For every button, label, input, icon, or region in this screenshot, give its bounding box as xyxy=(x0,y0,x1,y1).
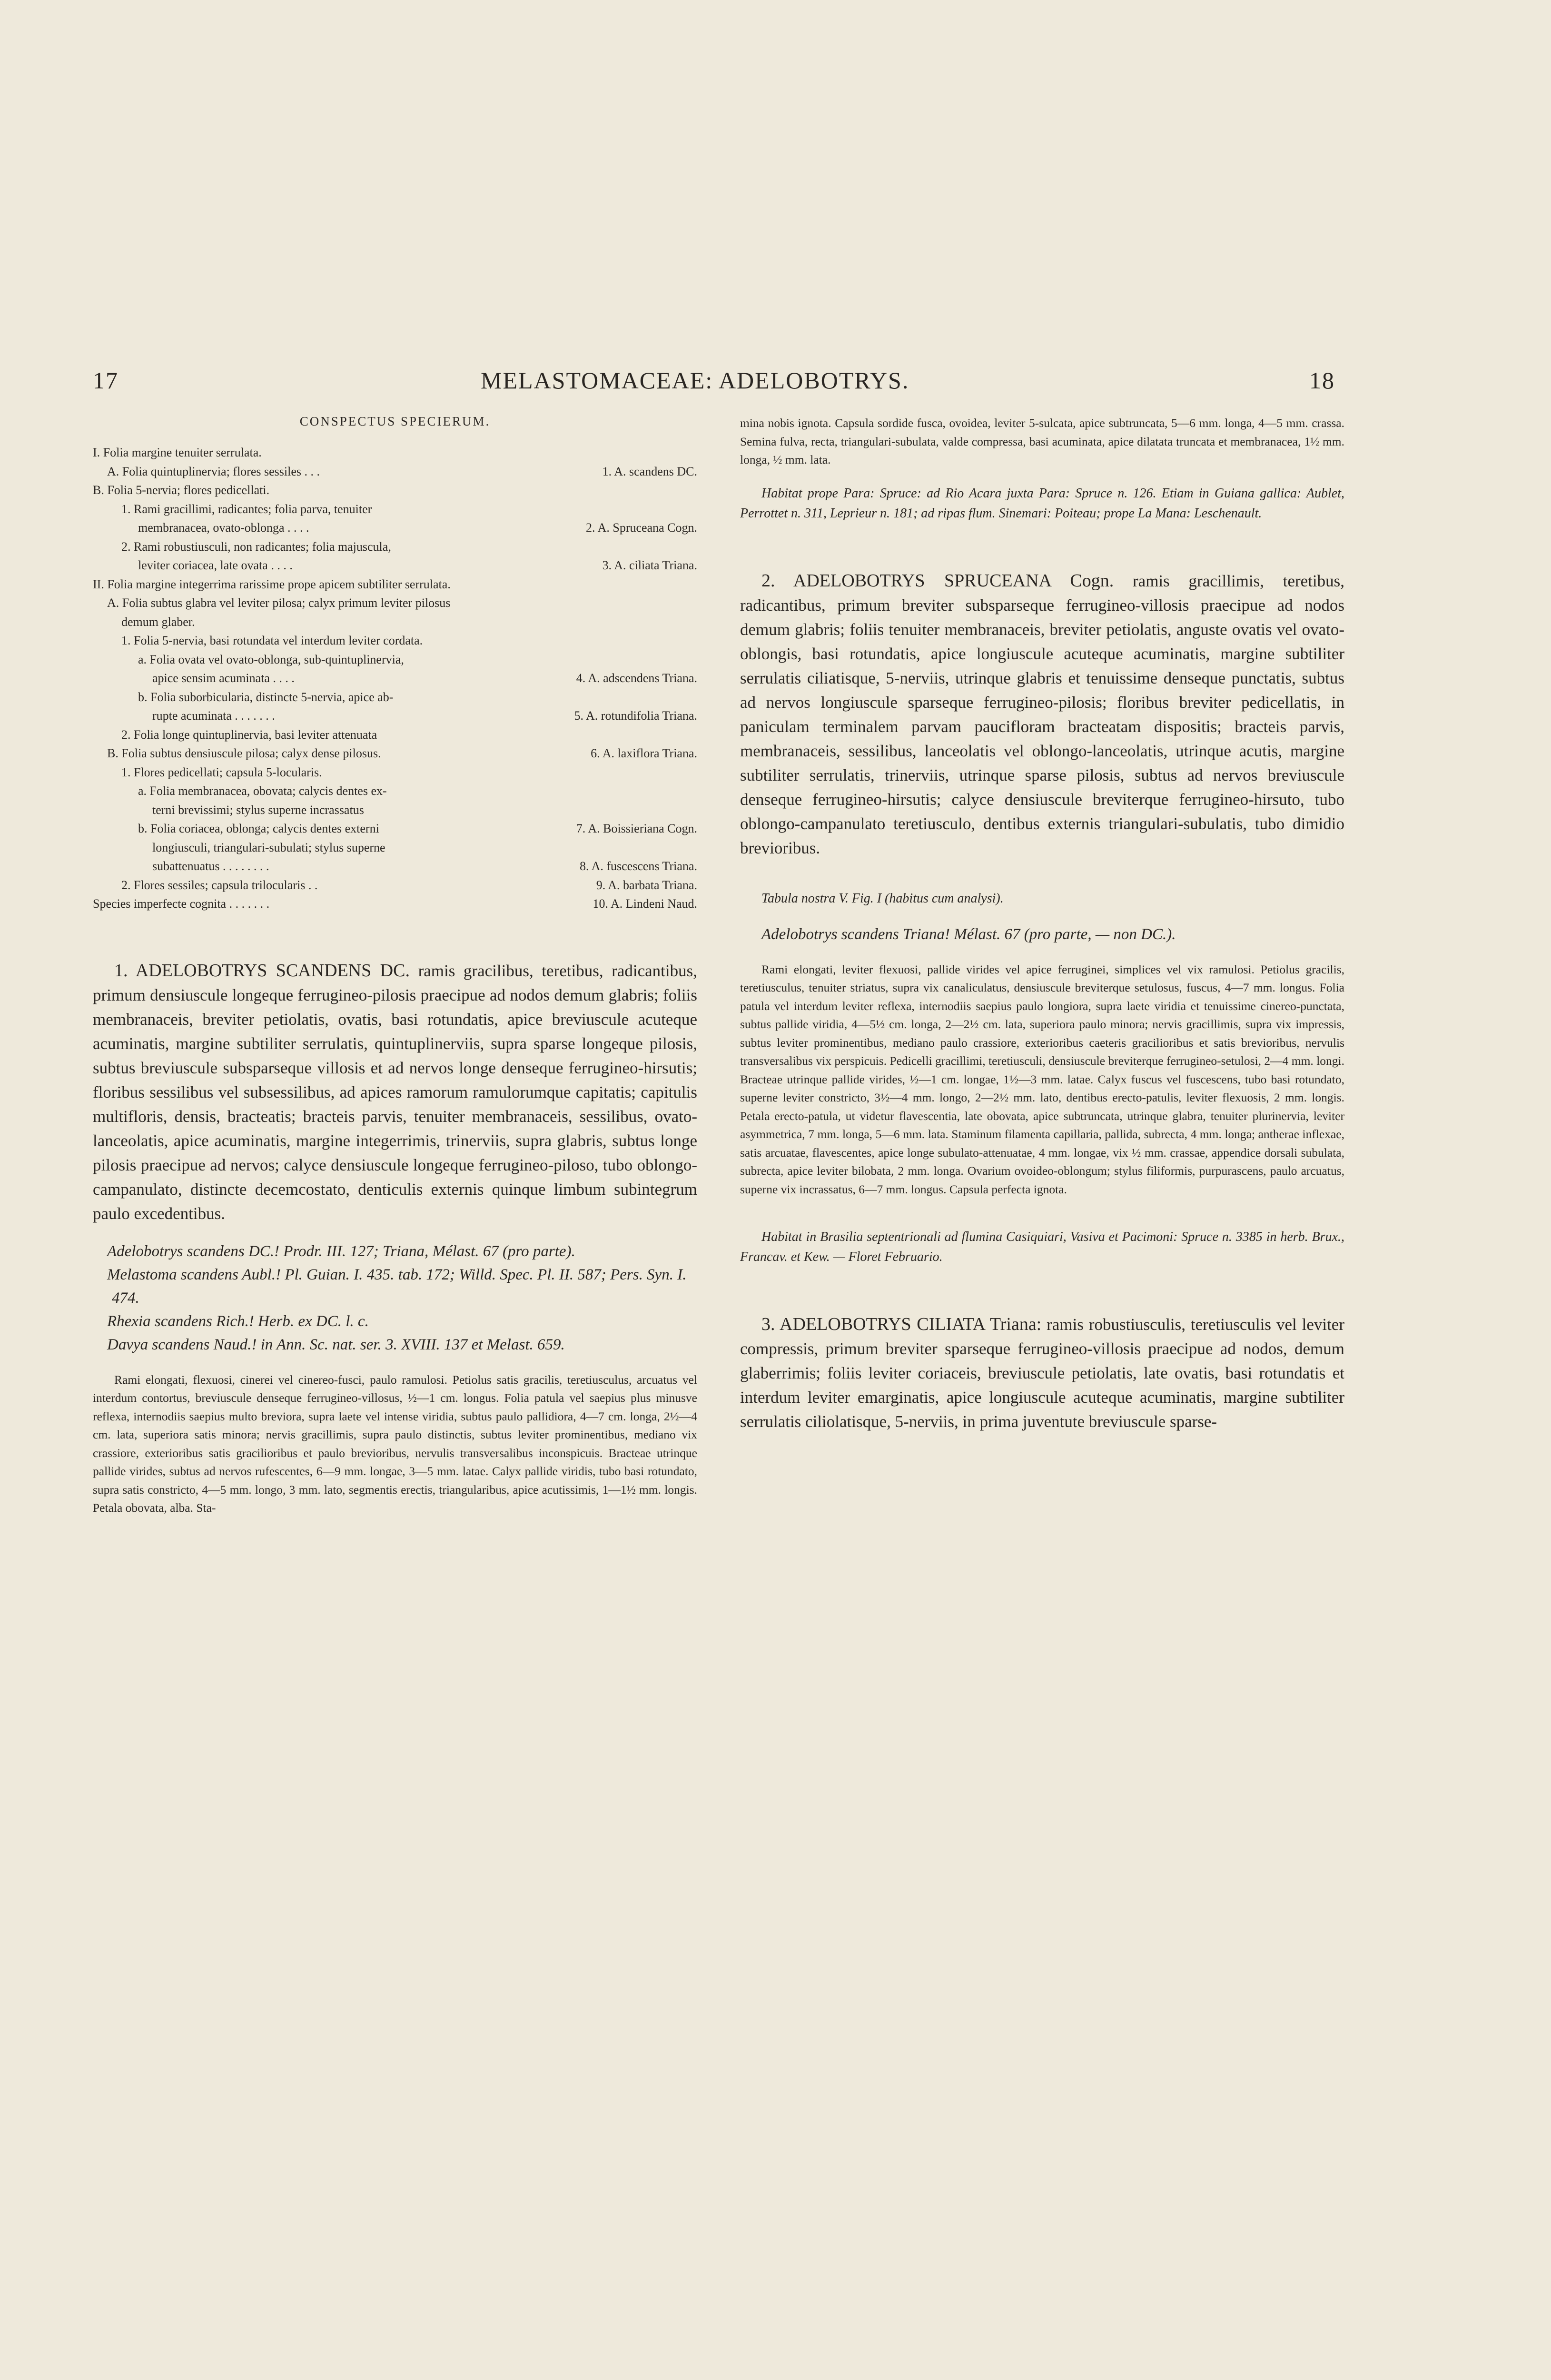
conspectus-line xyxy=(93,537,697,556)
species-3-description xyxy=(740,1312,1344,1434)
conspectus-line xyxy=(93,801,697,820)
conspectus-text: A. Folia subtus glabra vel leviter pilosa; calyx primum leviter pilosus xyxy=(107,596,451,610)
synonym-line: Rhexia scandens Rich.! Herb. ex DC. l. c. xyxy=(107,1312,369,1330)
conspectus-text: B. Folia 5-nervia; flores pedicellati. xyxy=(93,483,270,497)
conspectus-line xyxy=(93,725,697,744)
running-title: MELASTOMACEAE: ADELOBOTRYS. xyxy=(481,367,909,394)
conspectus-line xyxy=(93,613,697,632)
conspectus-text: rupte acuminata . . . . . . . xyxy=(152,709,275,723)
conspectus-text: longiusculi, triangulari-subulati; stylus superne xyxy=(152,840,385,854)
conspectus-text: 1. Folia 5-nervia, basi rotundata vel interdum leviter cordata. xyxy=(121,634,423,647)
right-column xyxy=(740,414,1344,2328)
conspectus-line xyxy=(93,500,697,519)
species-2-detail: Rami elongati, leviter flexuosi, pallide virides vel apice ferruginei, simplices vel vix ramulosi. Petiolus gracilis, teretiusculus, tenuiter striatus, supra vix canaliculatus, densiuscule breviterque setulosus, fuscus, 4—7 mm. longus. Folia patula vel interdum leviter reflexa, internodiis saepius paulo longiora, supra laete viridia et tenuissime cinereo-punctata, subtus pallide viridia, 4—5½ cm. longa, 2—2½ cm. lata, superiora paulo minora; nervis gracillimis, supra vix impressis, subtus leviter prominentibus, mediano paulo crassiore, exterioribus caeteris gracilioribus et satis brevioribus, nervulis transversalibus vix perspicuis. Pedicelli gracillimi, teretiusculi, densiuscule breviterque ferrugineo-setulosi, 2—4 mm. longi. Bracteae utrinque pallide virides, ½—1 cm. longae, 1½—3 mm. latae. Calyx fuscus vel fuscescens, tubo basi rotundato, superne leviter constricto, 3½—4 mm. longo, 2—2½ mm. lato, dentibus erecto-patulis, leviter flexuosis, 2 mm. longis. Petala erecto-patula, ut videtur flavescentia, late obovata, apice subtruncata, utrinque glabra, tenuiter plurinervia, leviter asymmetrica, 7 mm. longa, 5—6 mm. lata. Staminum filamenta capillaria, pallida, subrecta, 4 mm. longa; antherae inflexae, satis arcuatae, flavescentes, apice longe subulato-attenuatae, 4 mm. longae, vix ½ mm. crassae, appendice dorsali subulata, subrecta, apice leviter bilobata, 2 mm. longa. Ovarium ovoideo-oblongum; stylus filiformis, purpurascens, paulo arcuatus, superne vix incrassatus, 6—7 mm. longus. Capsula perfecta ignota. xyxy=(740,962,1344,1196)
plate-reference: Tabula nostra V. Fig. I (habitus cum analysi). xyxy=(761,891,1004,906)
conspectus-species: 7. A. Boissieriana Cogn. xyxy=(576,822,697,835)
conspectus-text: apice sensim acuminata . . . . xyxy=(152,671,295,685)
page-number-left: 17 xyxy=(93,367,119,394)
species-1-detail-continued: mina nobis ignota. Capsula sordide fusca, ovoidea, leviter 5-sulcata, apice subtruncata, 5—6 mm. longa, 4—5 mm. crassa. Semina fulva, recta, triangulari-subulata, valde compressa, basi acuminata, apice dilatata truncata et membranacea, 1½ mm. longa, ½ mm. lata. xyxy=(740,416,1344,466)
species-1-description xyxy=(93,959,697,1226)
species-3-heading: 3. ADELOBOTRYS CILIATA Triana: xyxy=(761,1314,1042,1334)
species-3-body: ramis robustiusculis, teretiusculis vel leviter compressis, primum breviter sparseque ferrugineo-villosis praecipue ad nodos, demum glaberrimis; foliis leviter coriaceis, breviuscule petiolatis, late ovatis, basi rotundatis et interdum leviter emarginatis, apice longiuscule acuteque acuminatis, margine subtiliter serrulatis ciliolatisque, 5-nerviis, in prima juventute breviuscule sparse- xyxy=(740,1315,1344,1431)
synonym-line: Adelobotrys scandens DC.! Prodr. III. 127; Triana, Mélast. 67 (pro parte). xyxy=(107,1242,575,1260)
conspectus-line xyxy=(93,462,697,481)
running-header xyxy=(93,367,1335,400)
conspectus-line xyxy=(93,594,697,613)
conspectus-species: 8. A. fuscescens Triana. xyxy=(580,859,697,873)
conspectus-species: 10. A. Lindeni Naud. xyxy=(593,897,697,911)
conspectus-line xyxy=(93,443,697,462)
conspectus-line xyxy=(93,894,697,913)
conspectus-line xyxy=(93,744,697,763)
species-2-synonym: Adelobotrys scandens Triana! Mélast. 67 (pro parte, — non DC.). xyxy=(761,925,1176,943)
conspectus-text: II. Folia margine integerrima rarissime prope apicem subtiliter serrulata. xyxy=(93,577,451,591)
conspectus-text: 2. Rami robustiusculi, non radicantes; folia majuscula, xyxy=(121,539,391,554)
conspectus-text: b. Folia coriacea, oblonga; calycis dentes externi xyxy=(138,822,379,835)
conspectus-species: 1. A. scandens DC. xyxy=(602,464,697,478)
conspectus-species: 2. A. Spruceana Cogn. xyxy=(586,521,697,535)
species-1-synonyms xyxy=(93,1240,697,1357)
conspectus-text: terni brevissimi; stylus superne incrassatus xyxy=(152,803,364,817)
conspectus-species: 5. A. rotundifolia Triana. xyxy=(574,709,697,723)
conspectus-line xyxy=(93,575,697,594)
conspectus-line xyxy=(93,650,697,669)
conspectus-line xyxy=(93,838,697,857)
left-column xyxy=(93,414,697,2328)
species-1-body: ramis gracilibus, teretibus, radicantibus, primum densiuscule longeque ferrugineo-pilosis praecipue ad nodos demum glabris; foliis membranaceis, breviter petiolatis, ovatis, basi rotundatis, apice breviuscule acuteque acuminatis, margine subtiliter serrulatis, quintuplinerviis, supra sparse longeque pilosis, subtus breviuscule subsparseque villosis et ad nervos longe denseque ferrugineo-hirsutis; floribus sessilibus vel subsessilibus, ad apices ramorum ramulorumque capitatis; capitulis multifloris, densis, bracteatis; bracteis parvis, tenuiter membranaceis, sessilibus, ovato-lanceolatis, apice acuminatis, margine integerrimis, trinerviis, supra glabris, subtus longe pilosis praecipue ad nervos; calyce densiuscule longeque ferrugineo-piloso, tubo oblongo-campanulato, distincte decemcostato, denticulis externis quinque limbum subintegrum paulo excedentibus. xyxy=(93,961,697,1223)
species-1-heading: 1. ADELOBOTRYS SCANDENS DC. xyxy=(114,960,410,981)
page-number-right: 18 xyxy=(1309,367,1335,394)
conspectus-line xyxy=(93,763,697,782)
conspectus-line xyxy=(93,688,697,707)
species-1-detail: Rami elongati, flexuosi, cinerei vel cinereo-fusci, paulo ramulosi. Petiolus satis gracilis, teretiusculus, arcuatus vel interdum contortus, breviuscule denseque ferrugineo-villosus, ½—1 cm. longus. Folia patula vel saepius plus minusve reflexa, internodiis saepius multo breviora, supra laete vel intense viridia, subtus paulo pallidiora, 4—7 cm. longa, 2½—4 cm. lata, superiora satis minora; nervis gracillimis, supra paulo distinctis, subtus leviter prominentibus, mediano vix crassiore, exterioribus satis gracilioribus et paulo brevioribus, nervulis transversalibus inconspicuis. Bracteae utrinque pallide virides, subtus ad nervos rufescentes, 6—9 mm. longae, 3—5 mm. latae. Calyx pallide viridis, tubo basi rotundato, supra satis constricto, 4—5 mm. longo, 3 mm. lato, segmentis erectis, triangularibus, apice acutissimis, 1—1½ mm. longis. Petala obovata, alba. Sta- xyxy=(93,1372,697,1515)
conspectus-text: b. Folia suborbicularia, distincte 5-nervia, apice ab- xyxy=(138,690,394,704)
conspectus-species: 3. A. ciliata Triana. xyxy=(602,558,697,572)
species-2-heading: 2. ADELOBOTRYS SPRUCEANA Cogn. xyxy=(761,570,1114,591)
conspectus-text: I. Folia margine tenuiter serrulata. xyxy=(93,446,262,459)
conspectus-species: 6. A. laxiflora Triana. xyxy=(591,746,697,760)
conspectus-text: 2. Flores sessiles; capsula trilocularis . . xyxy=(121,878,318,892)
conspectus-line xyxy=(93,669,697,688)
conspectus-text: 1. Flores pedicellati; capsula 5-locularis. xyxy=(121,765,322,779)
conspectus-line xyxy=(93,481,697,500)
synonym-line: Davya scandens Naud.! in Ann. Sc. nat. ser. 3. XVIII. 137 et Melast. 659. xyxy=(107,1336,565,1353)
conspectus-text: A. Folia quintuplinervia; flores sessiles . . . xyxy=(107,464,320,478)
species-2-description xyxy=(740,569,1344,860)
conspectus-line xyxy=(93,782,697,801)
conspectus-species: 9. A. barbata Triana. xyxy=(596,878,697,892)
conspectus-text: 1. Rami gracillimi, radicantes; folia parva, tenuiter xyxy=(121,502,372,516)
conspectus-line xyxy=(93,857,697,876)
species-1-habitat: Habitat prope Para: Spruce: ad Rio Acara juxta Para: Spruce n. 126. Etiam in Guiana gallica: Aublet, Perrottet n. 311, Leprieur n. 181; ad ripas flum. Sinemari: Poiteau; prope La Mana: Leschenault. xyxy=(740,486,1344,521)
conspectus-text: a. Folia ovata vel ovato-oblonga, sub-quintuplinervia, xyxy=(138,652,404,666)
conspectus-text: subattenuatus . . . . . . . . xyxy=(152,859,269,873)
conspectus-text: leviter coriacea, late ovata . . . . xyxy=(138,558,293,572)
synonym-line: Melastoma scandens Aubl.! Pl. Guian. I. 435. tab. 172; Willd. Spec. Pl. II. 587; Pers. Syn. I. 474. xyxy=(107,1266,687,1307)
conspectus-title: CONSPECTUS SPECIERUM. xyxy=(299,414,491,428)
conspectus-text: B. Folia subtus densiuscule pilosa; calyx dense pilosus. xyxy=(107,746,381,760)
conspectus-species: 4. A. adscendens Triana. xyxy=(576,671,697,685)
conspectus-line xyxy=(93,631,697,650)
species-2-body: ramis gracillimis, teretibus, radicantibus, primum breviter subsparseque ferrugineo-villosis praecipue ad nodos demum glabris; foliis tenuiter membranaceis, breviter petiolatis, anguste ovatis vel ovato-oblongis, basi rotundatis, apice longiuscule acuteque acuminatis, margine subtiliter serrulatis ciliatisque, 5-nerviis, utrinque glabris et tenuissime denseque punctatis, subtus ad nervos longiuscule sparseque ferrugineo-pilosis; floribus breviter pedicellatis, in paniculam terminalem parvam paucifloram bracteatam dispositis; bracteis parvis, membranaceis, sessilibus, lanceolatis vel oblongo-lanceolatis, utrinque acutis, margine subtiliter serrulatis, trinerviis, utrinque sparse pilosis, subtus ad nervos breviuscule denseque ferrugineo-hirsutis; calyce densiuscule breviterque ferrugineo-hirsuto, tubo oblongo-campanulato teretiusculo, dentibus externis triangulari-subulatis, tubo dimidio brevioribus. xyxy=(740,571,1344,857)
conspectus-line xyxy=(93,706,697,725)
conspectus-line xyxy=(93,518,697,537)
species-2-habitat: Habitat in Brasilia septentrionali ad flumina Casiquiari, Vasiva et Pacimoni: Spruce n. 3385 in herb. Brux., Francav. et Kew. — Floret Februario. xyxy=(740,1230,1344,1264)
conspectus-line xyxy=(93,876,697,895)
conspectus-text: Species imperfecte cognita . . . . . . . xyxy=(93,897,270,911)
conspectus-text: membranacea, ovato-oblonga . . . . xyxy=(138,521,309,535)
conspectus-key xyxy=(93,443,697,913)
conspectus-line xyxy=(93,556,697,575)
conspectus-text: a. Folia membranacea, obovata; calycis dentes ex- xyxy=(138,784,387,798)
conspectus-line xyxy=(93,819,697,838)
conspectus-text: demum glaber. xyxy=(121,615,195,629)
conspectus-text: 2. Folia longe quintuplinervia, basi leviter attenuata xyxy=(121,727,377,742)
